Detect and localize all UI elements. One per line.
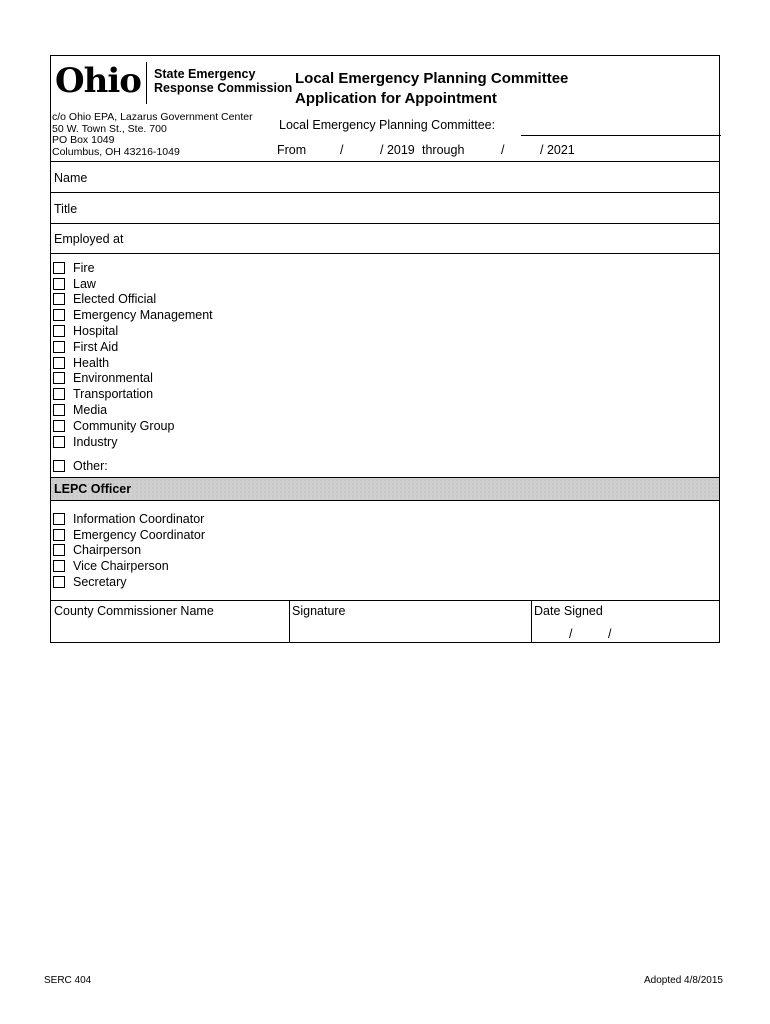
checkbox[interactable]	[53, 388, 65, 400]
address-line-2: 50 W. Town St., Ste. 700	[52, 122, 167, 135]
checkbox[interactable]	[53, 529, 65, 541]
divider-employer	[51, 253, 719, 254]
agency-name	[154, 67, 292, 95]
category-label: Transportation	[73, 387, 154, 402]
adopted-date: Adopted 4/8/2015	[644, 975, 723, 986]
category-first-aid[interactable]	[53, 339, 118, 355]
category-label: Hospital	[73, 324, 119, 339]
date-slash-1: /	[569, 627, 573, 641]
title-line-1: Local Emergency Planning Committee	[295, 70, 569, 87]
officer-vice-chairperson[interactable]	[53, 558, 169, 574]
category-label: Emergency Management	[73, 308, 213, 323]
category-label: Elected Official	[73, 292, 157, 307]
through-year: / 2021	[540, 143, 575, 157]
signature-field[interactable]: Signature	[292, 604, 346, 618]
document-title	[295, 69, 568, 109]
officer-label: Secretary	[73, 575, 127, 590]
category-transportation[interactable]	[53, 386, 153, 402]
through-label: through	[422, 143, 465, 157]
checkbox[interactable]	[53, 372, 65, 384]
category-label: Law	[73, 276, 96, 291]
mailing-address	[52, 112, 253, 159]
date-slash-2: /	[608, 627, 612, 641]
category-hospital[interactable]	[53, 323, 118, 339]
lepc-label: Local Emergency Planning Committee:	[279, 118, 496, 132]
category-fire[interactable]	[53, 260, 95, 276]
category-other[interactable]	[53, 458, 108, 474]
category-media[interactable]	[53, 402, 107, 418]
signoff-divider-1	[289, 600, 290, 643]
category-environmental[interactable]	[53, 371, 153, 387]
officer-label: Chairperson	[73, 543, 142, 558]
category-label: Environmental	[73, 371, 153, 386]
address-line-4: Columbus, OH 43216-1049	[52, 146, 180, 159]
term-dates	[277, 143, 717, 159]
agency-line-1: State Emergency	[154, 67, 256, 81]
header-divider	[51, 161, 719, 162]
signoff-divider-2	[531, 600, 532, 643]
checkbox[interactable]	[53, 436, 65, 448]
checkbox[interactable]	[53, 325, 65, 337]
category-label: Health	[73, 355, 110, 370]
through-slash: /	[501, 143, 505, 157]
category-community-group[interactable]	[53, 418, 174, 434]
checkbox[interactable]	[53, 560, 65, 572]
category-label: First Aid	[73, 339, 119, 354]
ohio-logo: Ohio	[55, 61, 141, 101]
divider-name	[51, 192, 719, 193]
employer-field[interactable]: Employed at	[54, 232, 124, 246]
agency-line-2: Response Commission	[154, 81, 293, 95]
name-field[interactable]: Name	[54, 171, 88, 185]
date-signed-field[interactable]: Date Signed	[534, 604, 603, 618]
category-law[interactable]	[53, 276, 96, 292]
category-label: Community Group	[73, 418, 175, 433]
checkbox[interactable]	[53, 278, 65, 290]
category-emergency-management[interactable]	[53, 307, 213, 323]
checkbox[interactable]	[53, 420, 65, 432]
category-label: Media	[73, 403, 108, 418]
category-elected-official[interactable]	[53, 292, 156, 308]
form-number: SERC 404	[44, 975, 92, 986]
logo-divider	[146, 62, 147, 104]
category-label: Fire	[73, 260, 95, 275]
checkbox[interactable]	[53, 341, 65, 353]
title-line-2: Application for Appointment	[295, 90, 497, 107]
lepc-officer-header	[51, 477, 719, 501]
divider-signoff	[51, 600, 719, 601]
category-industry[interactable]	[53, 434, 117, 450]
officer-chairperson[interactable]	[53, 543, 141, 559]
from-slash: /	[340, 143, 344, 157]
from-year: / 2019	[380, 143, 415, 157]
officer-label: Emergency Coordinator	[73, 527, 206, 542]
address-line-1: c/o Ohio EPA, Lazarus Government Center	[52, 111, 253, 123]
application-form	[50, 55, 720, 643]
checkbox[interactable]	[53, 513, 65, 525]
divider-title	[51, 223, 719, 224]
lepc-officer-label: LEPC Officer	[54, 482, 132, 496]
checkbox[interactable]	[53, 262, 65, 274]
title-field[interactable]: Title	[54, 202, 78, 216]
lepc-input-line[interactable]	[521, 135, 721, 136]
officer-information-coordinator[interactable]	[53, 511, 204, 527]
checkbox[interactable]	[53, 460, 65, 472]
checkbox[interactable]	[53, 293, 65, 305]
officer-label: Information Coordinator	[73, 511, 205, 526]
officer-secretary[interactable]	[53, 574, 127, 590]
from-label: From	[277, 143, 307, 157]
category-label: Other:	[73, 458, 108, 473]
officer-label: Vice Chairperson	[73, 559, 169, 574]
address-line-3: PO Box 1049	[52, 134, 115, 147]
officer-emergency-coordinator[interactable]	[53, 527, 205, 543]
category-health[interactable]	[53, 355, 109, 371]
commissioner-name-field[interactable]: County Commissioner Name	[54, 604, 214, 618]
checkbox[interactable]	[53, 404, 65, 416]
checkbox[interactable]	[53, 357, 65, 369]
checkbox[interactable]	[53, 544, 65, 556]
category-label: Industry	[73, 434, 118, 449]
checkbox[interactable]	[53, 309, 65, 321]
checkbox[interactable]	[53, 576, 65, 588]
